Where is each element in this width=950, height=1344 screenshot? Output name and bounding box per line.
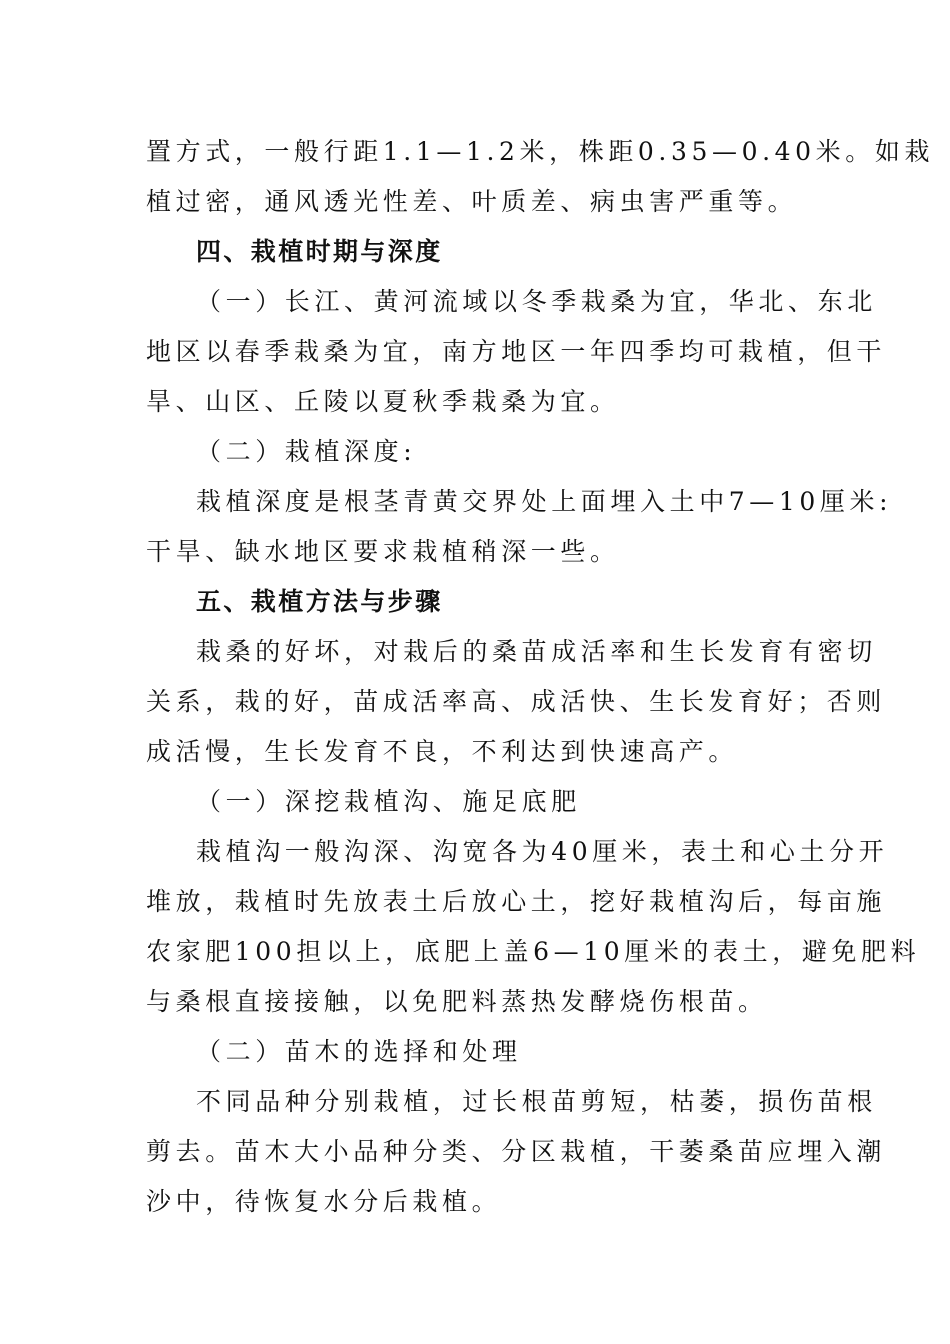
paragraph-line: 旱、山区、丘陵以夏秋季栽桑为宜。 [146, 387, 620, 416]
paragraph-line: 农家肥100担以上，底肥上盖6—10厘米的表土，避免肥料 [146, 937, 921, 966]
paragraph-line: 栽桑的好坏，对栽后的桑苗成活率和生长发育有密切 [196, 637, 877, 666]
paragraph-line: 与桑根直接接触，以免肥料蒸热发酵烧伤根苗。 [146, 987, 768, 1016]
subsection-heading: （二）栽植深度: [196, 437, 417, 466]
paragraph-line: 关系，栽的好，苗成活率高、成活快、生长发育好；否则 [146, 687, 887, 716]
paragraph-line: 栽植深度是根茎青黄交界处上面埋入土中7—10厘米: [196, 487, 893, 516]
paragraph-line: （一）长江、黄河流域以冬季栽桑为宜，华北、东北 [196, 287, 877, 316]
paragraph-line: 堆放，栽植时先放表土后放心土，挖好栽植沟后，每亩施 [146, 887, 887, 916]
paragraph-line: 剪去。苗木大小品种分类、分区栽植，干萎桑苗应埋入潮 [146, 1137, 887, 1166]
paragraph-line: 干旱、缺水地区要求栽植稍深一些。 [146, 537, 620, 566]
subsection-heading: （一）深挖栽植沟、施足底肥 [196, 787, 581, 816]
paragraph-line: 置方式，一般行距1.1—1.2米，株距0.35—0.40米。如栽 [146, 137, 935, 166]
paragraph-line: 地区以春季栽桑为宜，南方地区一年四季均可栽植，但干 [146, 337, 887, 366]
paragraph-line: 不同品种分别栽植，过长根苗剪短，枯萎，损伤苗根 [196, 1087, 877, 1116]
section-heading: 四、栽植时期与深度 [196, 237, 443, 266]
subsection-heading: （二）苗木的选择和处理 [196, 1037, 522, 1066]
paragraph-line: 植过密，通风透光性差、叶质差、病虫害严重等。 [146, 187, 798, 216]
section-heading: 五、栽植方法与步骤 [196, 587, 443, 616]
paragraph-line: 栽植沟一般沟深、沟宽各为40厘米，表土和心土分开 [196, 837, 889, 866]
paragraph-line: 沙中，待恢复水分后栽植。 [146, 1187, 502, 1216]
paragraph-line: 成活慢，生长发育不良，不利达到快速高产。 [146, 737, 739, 766]
